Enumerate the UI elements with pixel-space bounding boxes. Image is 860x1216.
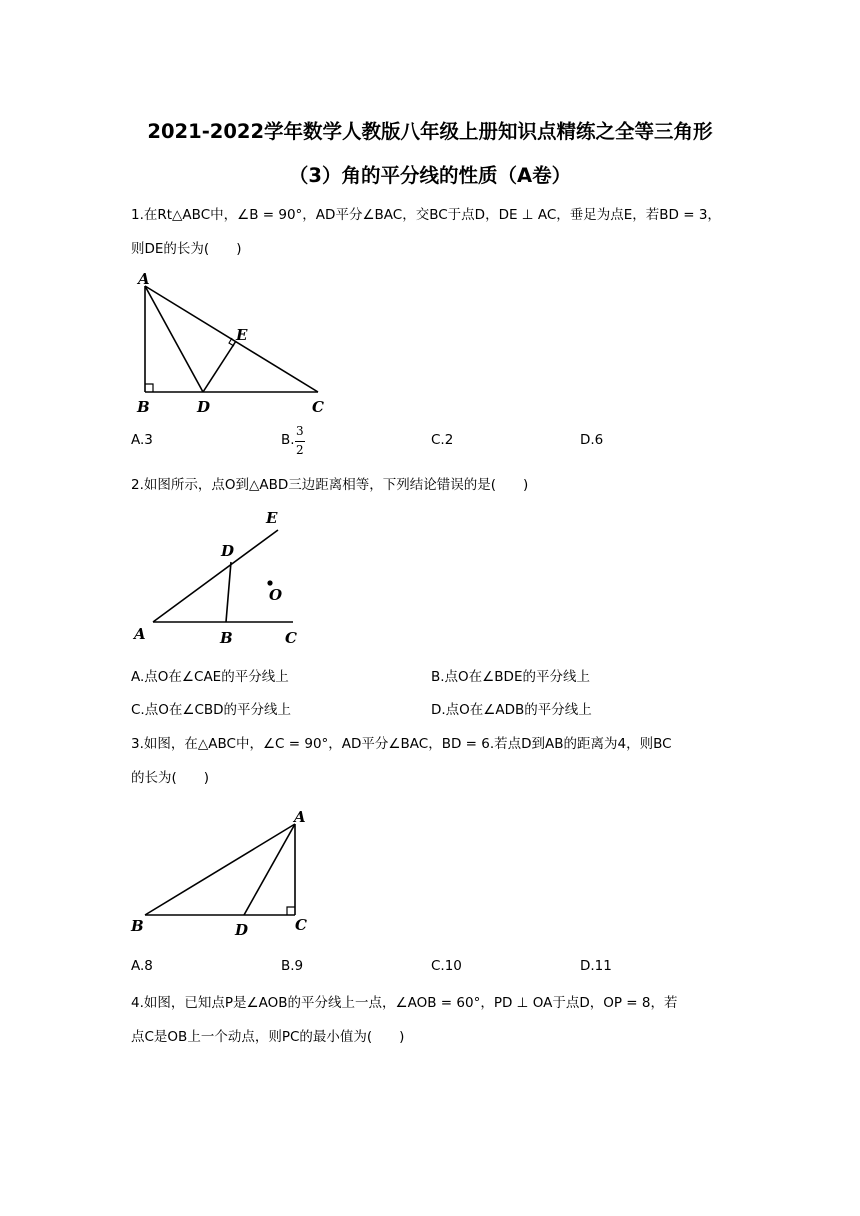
label-c: C	[295, 916, 307, 934]
title-line-1: 2021-2022学年数学人教版八年级上册知识点精练之全等三角形	[147, 120, 713, 143]
right-angle-b	[145, 384, 153, 392]
question-2-figure	[130, 505, 310, 650]
q3-option-c: C.10	[431, 958, 462, 974]
q2-option-d: D.点O在∠ADB的平分线上	[431, 702, 592, 718]
question-3-line-1: 3.如图，在△ABC中，∠C = 90°，AD平分∠BAC，BD = 6.若点D到AB的距离为4，则BC	[131, 736, 672, 752]
question-3-line-2: 的长为( )	[131, 770, 210, 786]
ray-ae	[153, 530, 278, 622]
label-e: E	[266, 509, 278, 527]
label-a: A	[134, 625, 146, 643]
label-c: C	[285, 629, 297, 647]
question-1-figure	[130, 266, 340, 418]
q3-option-a: A.8	[131, 958, 153, 974]
segment-de	[203, 341, 236, 392]
label-o: O	[269, 586, 283, 604]
segment-ad	[244, 824, 295, 915]
question-2-line-1: 2.如图所示，点O到△ABD三边距离相等，下列结论错误的是( )	[131, 477, 529, 493]
q1-option-c: C.2	[431, 432, 454, 448]
question-4-line-1: 4.如图，已知点P是∠AOB的平分线上一点，∠AOB = 60°，PD ⊥ OA于点D，OP = 8，若	[131, 995, 678, 1011]
label-d: D	[197, 398, 211, 416]
q1-option-a: A.3	[131, 432, 153, 448]
q3-option-d: D.11	[580, 958, 612, 974]
question-1-line-1: 1.在Rt△ABC中，∠B = 90°，AD平分∠BAC，交BC于点D，DE ⊥ AC，垂足为点E，若BD = 3，	[131, 207, 721, 223]
q1-option-d: D.6	[580, 432, 604, 448]
label-b: B	[137, 398, 150, 416]
question-4-line-2: 点C是OB上一个动点，则PC的最小值为( )	[131, 1029, 405, 1045]
segment-bd	[226, 562, 231, 622]
right-angle-c	[287, 907, 295, 915]
label-b: B	[131, 917, 144, 935]
label-a: A	[138, 270, 150, 288]
q1-option-b-denominator: 2	[296, 443, 304, 457]
label-d: D	[221, 542, 235, 560]
label-b: B	[220, 629, 233, 647]
q2-option-c: C.点O在∠CBD的平分线上	[131, 702, 292, 718]
label-d: D	[235, 921, 249, 939]
question-1-line-2: 则DE的长为( )	[131, 241, 242, 257]
fraction-bar	[295, 441, 305, 442]
question-3-figure	[128, 800, 318, 942]
segment-ad	[145, 286, 203, 392]
label-a: A	[294, 808, 306, 826]
label-e: E	[236, 326, 248, 344]
point-o	[267, 580, 272, 585]
q2-option-b: B.点O在∠BDE的平分线上	[431, 669, 590, 685]
title-line-2: （3）角的平分线的性质（A卷）	[288, 164, 572, 187]
q2-option-a: A.点O在∠CAE的平分线上	[131, 669, 289, 685]
label-c: C	[312, 398, 324, 416]
q3-option-b: B.9	[281, 958, 304, 974]
q1-option-b-numerator: 3	[296, 424, 304, 438]
q1-option-b-prefix: B.	[281, 432, 295, 448]
segment-ab	[145, 824, 295, 915]
